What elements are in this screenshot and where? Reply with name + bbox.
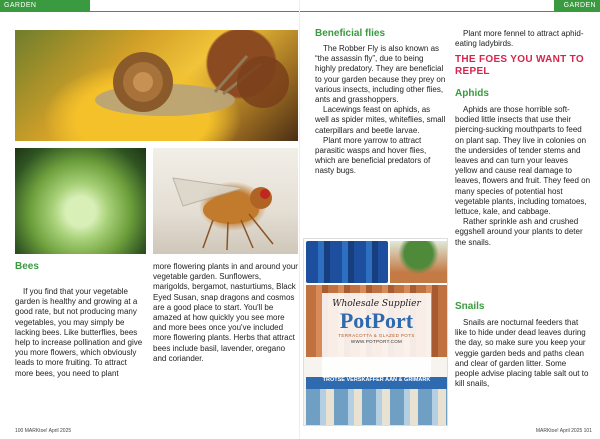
ad-script-line: Wholesale Supplier (332, 299, 421, 309)
foes-heading: THE FOES YOU WANT TO REPEL (455, 54, 584, 77)
aphids-heading: Aphids (455, 88, 489, 99)
blue-pots-photo (306, 241, 388, 283)
fly-illustration (153, 148, 298, 254)
yarrow-paragraph: Plant more yarrow to attract parasitic wasps and hover flies, which are beneficial predators of nasty bugs. (315, 135, 431, 176)
beneficial-flies-column (315, 44, 446, 177)
page-footer-left: 100 MARKtoe! April 2025 (15, 428, 72, 434)
bees-paragraph-1: If you find that your vegetable garden is healthy and growing at a good rate, but not producing many vegetables, you may simply be lacking bees. Like butterflies, bees help to increase pollination and give you more flowers, which obviously leads to more fruiting. To attract more bees, you need to plant (15, 287, 143, 378)
page-gutter (299, 0, 300, 439)
header-rule-left (90, 11, 299, 12)
header-rule-right (300, 11, 554, 12)
bees-heading: Bees (15, 261, 39, 272)
snails-paragraph: Snails are nocturnal feeders that like to hide under dead leaves during the day, so make sure you keep your veggie garden beds and paths clean and clear of garden litter. Some people advise placing table salt out to kill snails, (455, 318, 589, 389)
potted-plants-photo (390, 241, 447, 283)
snails-column (455, 318, 592, 389)
page-footer-right: MARKtoe! April 2025 101 (535, 428, 592, 434)
lacewings-paragraph: Lacewings feast on aphids, as well as spider mites, whiteflies, small caterpillars and beetle larvae. (315, 105, 446, 135)
potport-advertisement[interactable] (303, 238, 448, 426)
ad-logo-panel (322, 293, 431, 377)
snail-illustration (15, 30, 298, 141)
robber-fly-paragraph: The Robber Fly is also known as “the assassin fly”, due to being highly predatory. They are beneficial to your garden because they prey on various insects, including other flies, ants and grasshoppers. (315, 44, 446, 105)
section-tab-right: GARDEN (554, 0, 600, 12)
cabbage-photo (15, 148, 146, 254)
snails-heading: Snails (455, 301, 485, 312)
fruit-fly-photo (153, 148, 298, 254)
ad-brand-logo: PotPort (339, 308, 414, 333)
ad-website[interactable]: WWW.POTPORT.COM (350, 339, 403, 344)
bees-column-1 (15, 287, 147, 379)
ad-tagline: TERRACOTTA & GLAZED POTS (338, 333, 415, 338)
aphids-paragraph-1: Aphids are those horrible soft-bodied little insects that use their piercing-sucking mouthparts to feed on plant sap. They live in colonies on the undersides of tender stems and leaves and can turn your leaves yellow and cause real damage to leaves, flowers and fruit. They feed on many species of potential host vegetable plants, including tomatoes, lettuce, kale, and cabbage. (455, 105, 591, 217)
glazed-bowls-photo (306, 389, 447, 425)
beneficial-flies-heading: Beneficial flies (315, 28, 386, 39)
bees-column-2 (153, 262, 299, 364)
aphids-paragraph-2: Rather sprinkle ash and crushed eggshell around your plants to deter the snails. (455, 217, 583, 247)
ad-bottom-strip: TROTSE VERSKAFFER AAN & GRIMARK (306, 377, 447, 389)
section-tab-left: GARDEN (0, 0, 90, 12)
snail-photo (15, 30, 298, 141)
fennel-intro (455, 29, 592, 49)
aphids-column (455, 105, 592, 248)
bees-paragraph-2: more flowering plants in and around your vegetable garden. Sunflowers, marigolds, bergamot, nasturtiums, Black Eyed Susan, snap dragons and cosmos are a good place to start. You'll be amazed at how quickly you see more and more bees once you've included more flowering plants. Herbs that attract bees include basil, lavender, oregano and coriander. (153, 262, 298, 363)
fennel-paragraph: Plant more fennel to attract aphid-eating ladybirds. (455, 29, 584, 49)
